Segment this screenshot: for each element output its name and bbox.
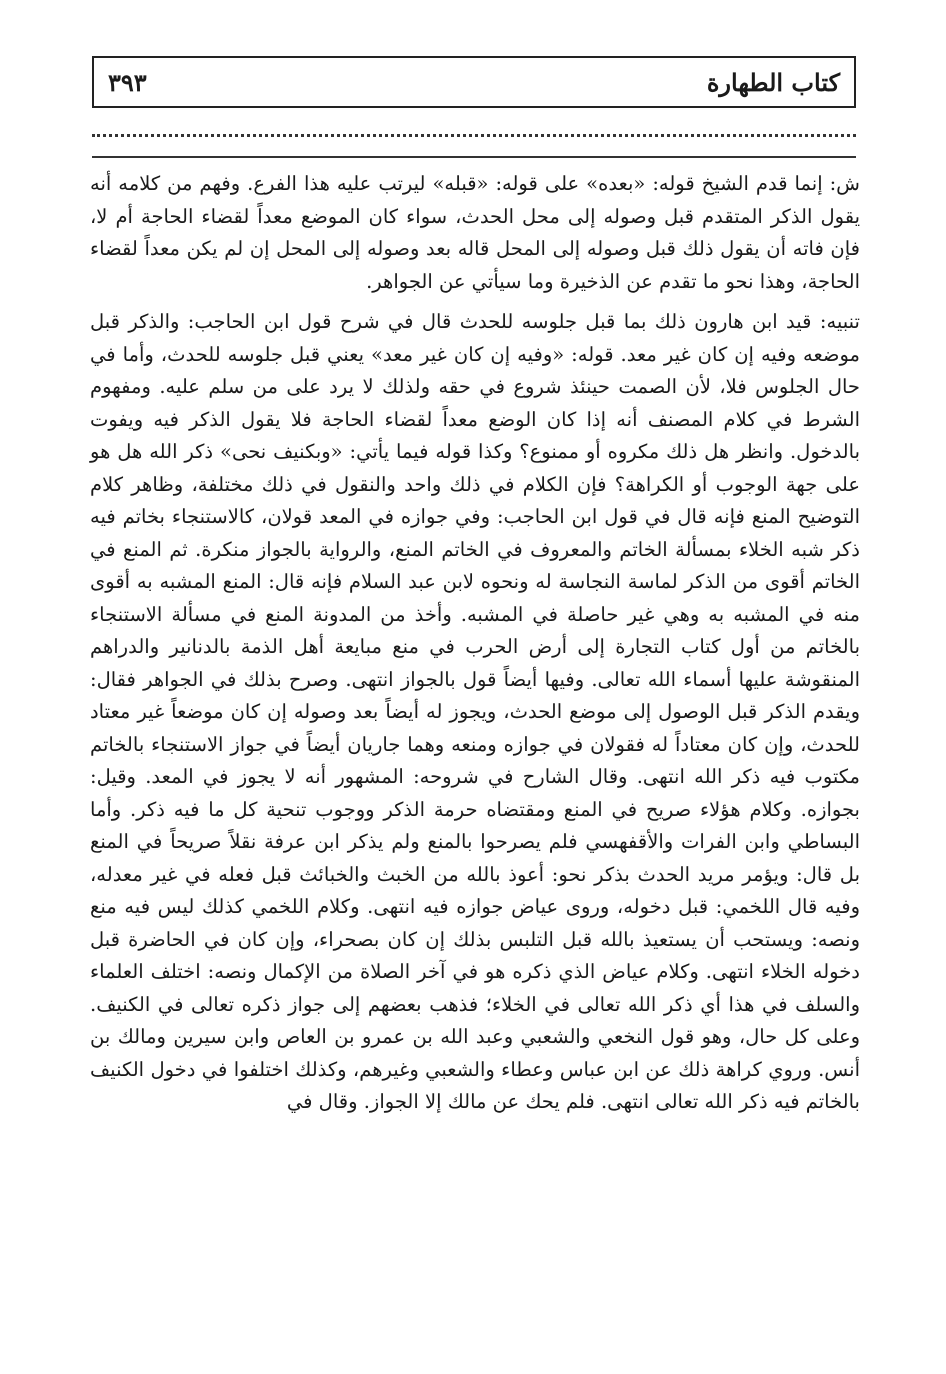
paragraph-commentary: ش: إنما قدم الشيخ قوله: «بعده» على قوله: «قبله» ليرتب عليه هذا الفرع. وفهم من كلامه أنه يقول الذكر المتقدم قبل وصوله إلى محل الحدث، سواء كان الموضع معداً لقضاء الحاجة أم لا، فإن فاته أن يقول ذلك قبل وصوله إلى المحل قاله بعد وصوله إلى المحل إن لم يكن معداً لقضاء الحاجة، وهذا نحو ما تقدم عن الذخيرة وما سيأتي عن الجواهر. bbox=[90, 172, 860, 293]
solid-divider bbox=[92, 156, 856, 158]
chapter-title: كتاب الطهارة bbox=[706, 68, 840, 97]
paragraph-note: تنبيه: قيد ابن هارون ذلك بما قبل جلوسه للحدث قال في شرح قول ابن الحاجب: والذكر قبل موضعه وفيه إن كان غير معد. قوله: «وفيه إن كان غير معد» يعني قبل جلوسه للحدث، وأما في حال الجلوس فلا، لأن الصمت حينئذ شروع في حقه ولذلك لا يرد على من سلم عليه. ومفهوم الشرط في كلام المصنف أنه إذا كان الوضع معداً لقضاء الحاجة فلا يقول الذكر فيه ويفوت بالدخول. وانظر هل ذلك مكروه أو ممنوع؟ وكذا قوله فيما يأتي: «وبكنيف نحى» ذكر الله هل هو على جهة الوجوب أو الكراهة؟ فإن الكلام في ذلك واحد والنقول في ذلك مختلفة، وظاهر كلام التوضيح المنع فإنه قال في قول ابن الحاجب: وفي جوازه في المعد قولان، كالاستنجاء بخاتم فيه ذكر شبه الخلاء بمسألة الخاتم والمعروف في الخاتم المنع، والرواية بالجواز منكرة. ثم المنع في الخاتم أقوى من الذكر لماسة النجاسة له ونحوه لابن عبد السلام فإنه قال: المنع المشبه به أقوى منه في المشبه به وهي غير حاصلة في المشبه. وأخذ من المدونة المنع في مسألة الاستنجاء بالخاتم من أول كتاب التجارة إلى أرض الحرب في منع مبايعة أهل الذمة بالدنانير والدراهم المنقوشة عليها أسماء الله تعالى. وفيها أيضاً قول بالجواز انتهى. وصرح بذلك في الجواهر فقال: ويقدم الذكر قبل الوصول إلى موضع الحدث، ويجوز له أيضاً بعد وصوله إن كان موضعاً غير معتاد للحدث، وإن كان معتاداً له فقولان في جوازه ومنعه وهما جاريان أيضاً في جواز الاستنجاء بالخاتم مكتوب فيه ذكر الله انتهى. وقال الشارح في شروحه: المشهور أنه لا يجوز في المعد. وقيل: بجوازه. وكلام هؤلاء صريح في المنع ومقتضاه حرمة الذكر ووجوب تنحية كل ما فيه ذكر. وأما البساطي وابن الفرات والأقفهسي فلم يصرحوا بالمنع ولم يذكر ابن عرفة نقلاً صريحاً في المنع بل قال: ويؤمر مريد الحدث بذكر نحو: أعوذ بالله من الخبث والخبائث قبل فعله في غير معدله، وفيه قال اللخمي: قبل دخوله، وروى عياض جوازه فيه انتهى. وكلام اللخمي كذلك ليس فيه منع ونصه: ويستحب أن يستعيذ بالله قبل التلبس بذلك إن كان بصحراء، وإن كان في الحاضرة قبل دخوله الخلاء انتهى. وكلام عياض الذي ذكره هو في آخر الصلاة من الإكمال ونصه: اختلف العلماء والسلف في هذا أي ذكر الله تعالى في الخلاء؛ فذهب بعضهم إلى جواز ذكره تعالى في الكنيف. وعلى كل حال، وهو قول النخعي والشعبي وعبد الله بن عمرو بن العاص وابن سيرين ومالك بن أنس. وروي كراهة ذلك عن ابن عباس وعطاء والشعبي وغيرهم، وكذلك اختلفوا في دخول الكنيف بالخاتم فيه ذكر الله تعالى انتهى. فلم يحك عن مالك إلا الجواز. وقال في bbox=[90, 310, 861, 1113]
page-number: ٣٩٣ bbox=[108, 68, 147, 97]
dotted-divider bbox=[92, 134, 856, 137]
body-text bbox=[90, 168, 860, 1119]
running-header bbox=[92, 56, 856, 108]
